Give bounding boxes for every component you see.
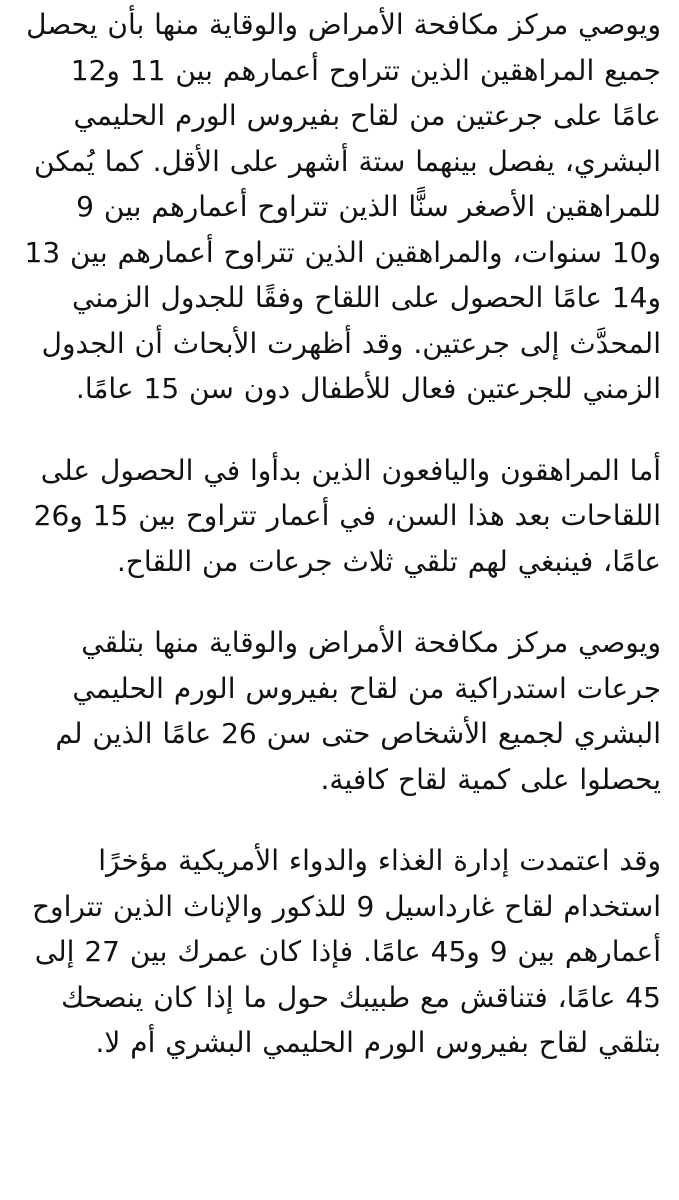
paragraph-hpv-two-dose-schedule: ويوصي مركز مكافحة الأمراض والوقاية منها بأن يحصل جميع المراهقين الذين تتراوح أعمارهم بين 11 و12 عامًا على جرعتين من لقاح بفيروس الورم الحليمي البشري، يفصل بينهما ستة أشهر على الأقل. كما يُمكن للمراهقين الأصغر سنًّا الذين تتراوح أعمارهم بين 9 و10 سنوات، والمراهقين الذين تتراوح أعمارهم بين 13 و14 عامًا الحصول على اللقاح وفقًا للجدول الزمني المحدَّث إلى جرعتين. وقد أظهرت الأبحاث أن الجدول الزمني للجرعتين فعال للأطفال دون سن 15 عامًا. [24, 8, 661, 405]
paragraph-fda-gardasil-approval: وقد اعتمدت إدارة الغذاء والدواء الأمريكية مؤخرًا استخدام لقاح غارداسيل 9 للذكور والإناث الذين تتراوح أعمارهم بين 9 و45 عامًا. فإذا كان عمرك بين 27 إلى 45 عامًا، فتناقش مع طبيبك حول ما إذا كان ينصحك بتلقي لقاح بفيروس الورم الحليمي البشري أم لا. [31, 844, 661, 1059]
paragraph-three-dose-schedule: أما المراهقون واليافعون الذين بدأوا في الحصول على اللقاحات بعد هذا السن، في أعمار تتراوح بين 15 و26 عامًا، فينبغي لهم تلقي ثلاث جرعات من اللقاح. [33, 453, 661, 578]
paragraph-catch-up-doses: ويوصي مركز مكافحة الأمراض والوقاية منها بتلقي جرعات استدراكية من لقاح بفيروس الورم الحليمي البشري لجميع الأشخاص حتى سن 26 عامًا الذين لم يحصلوا على كمية لقاح كافية. [55, 626, 661, 796]
